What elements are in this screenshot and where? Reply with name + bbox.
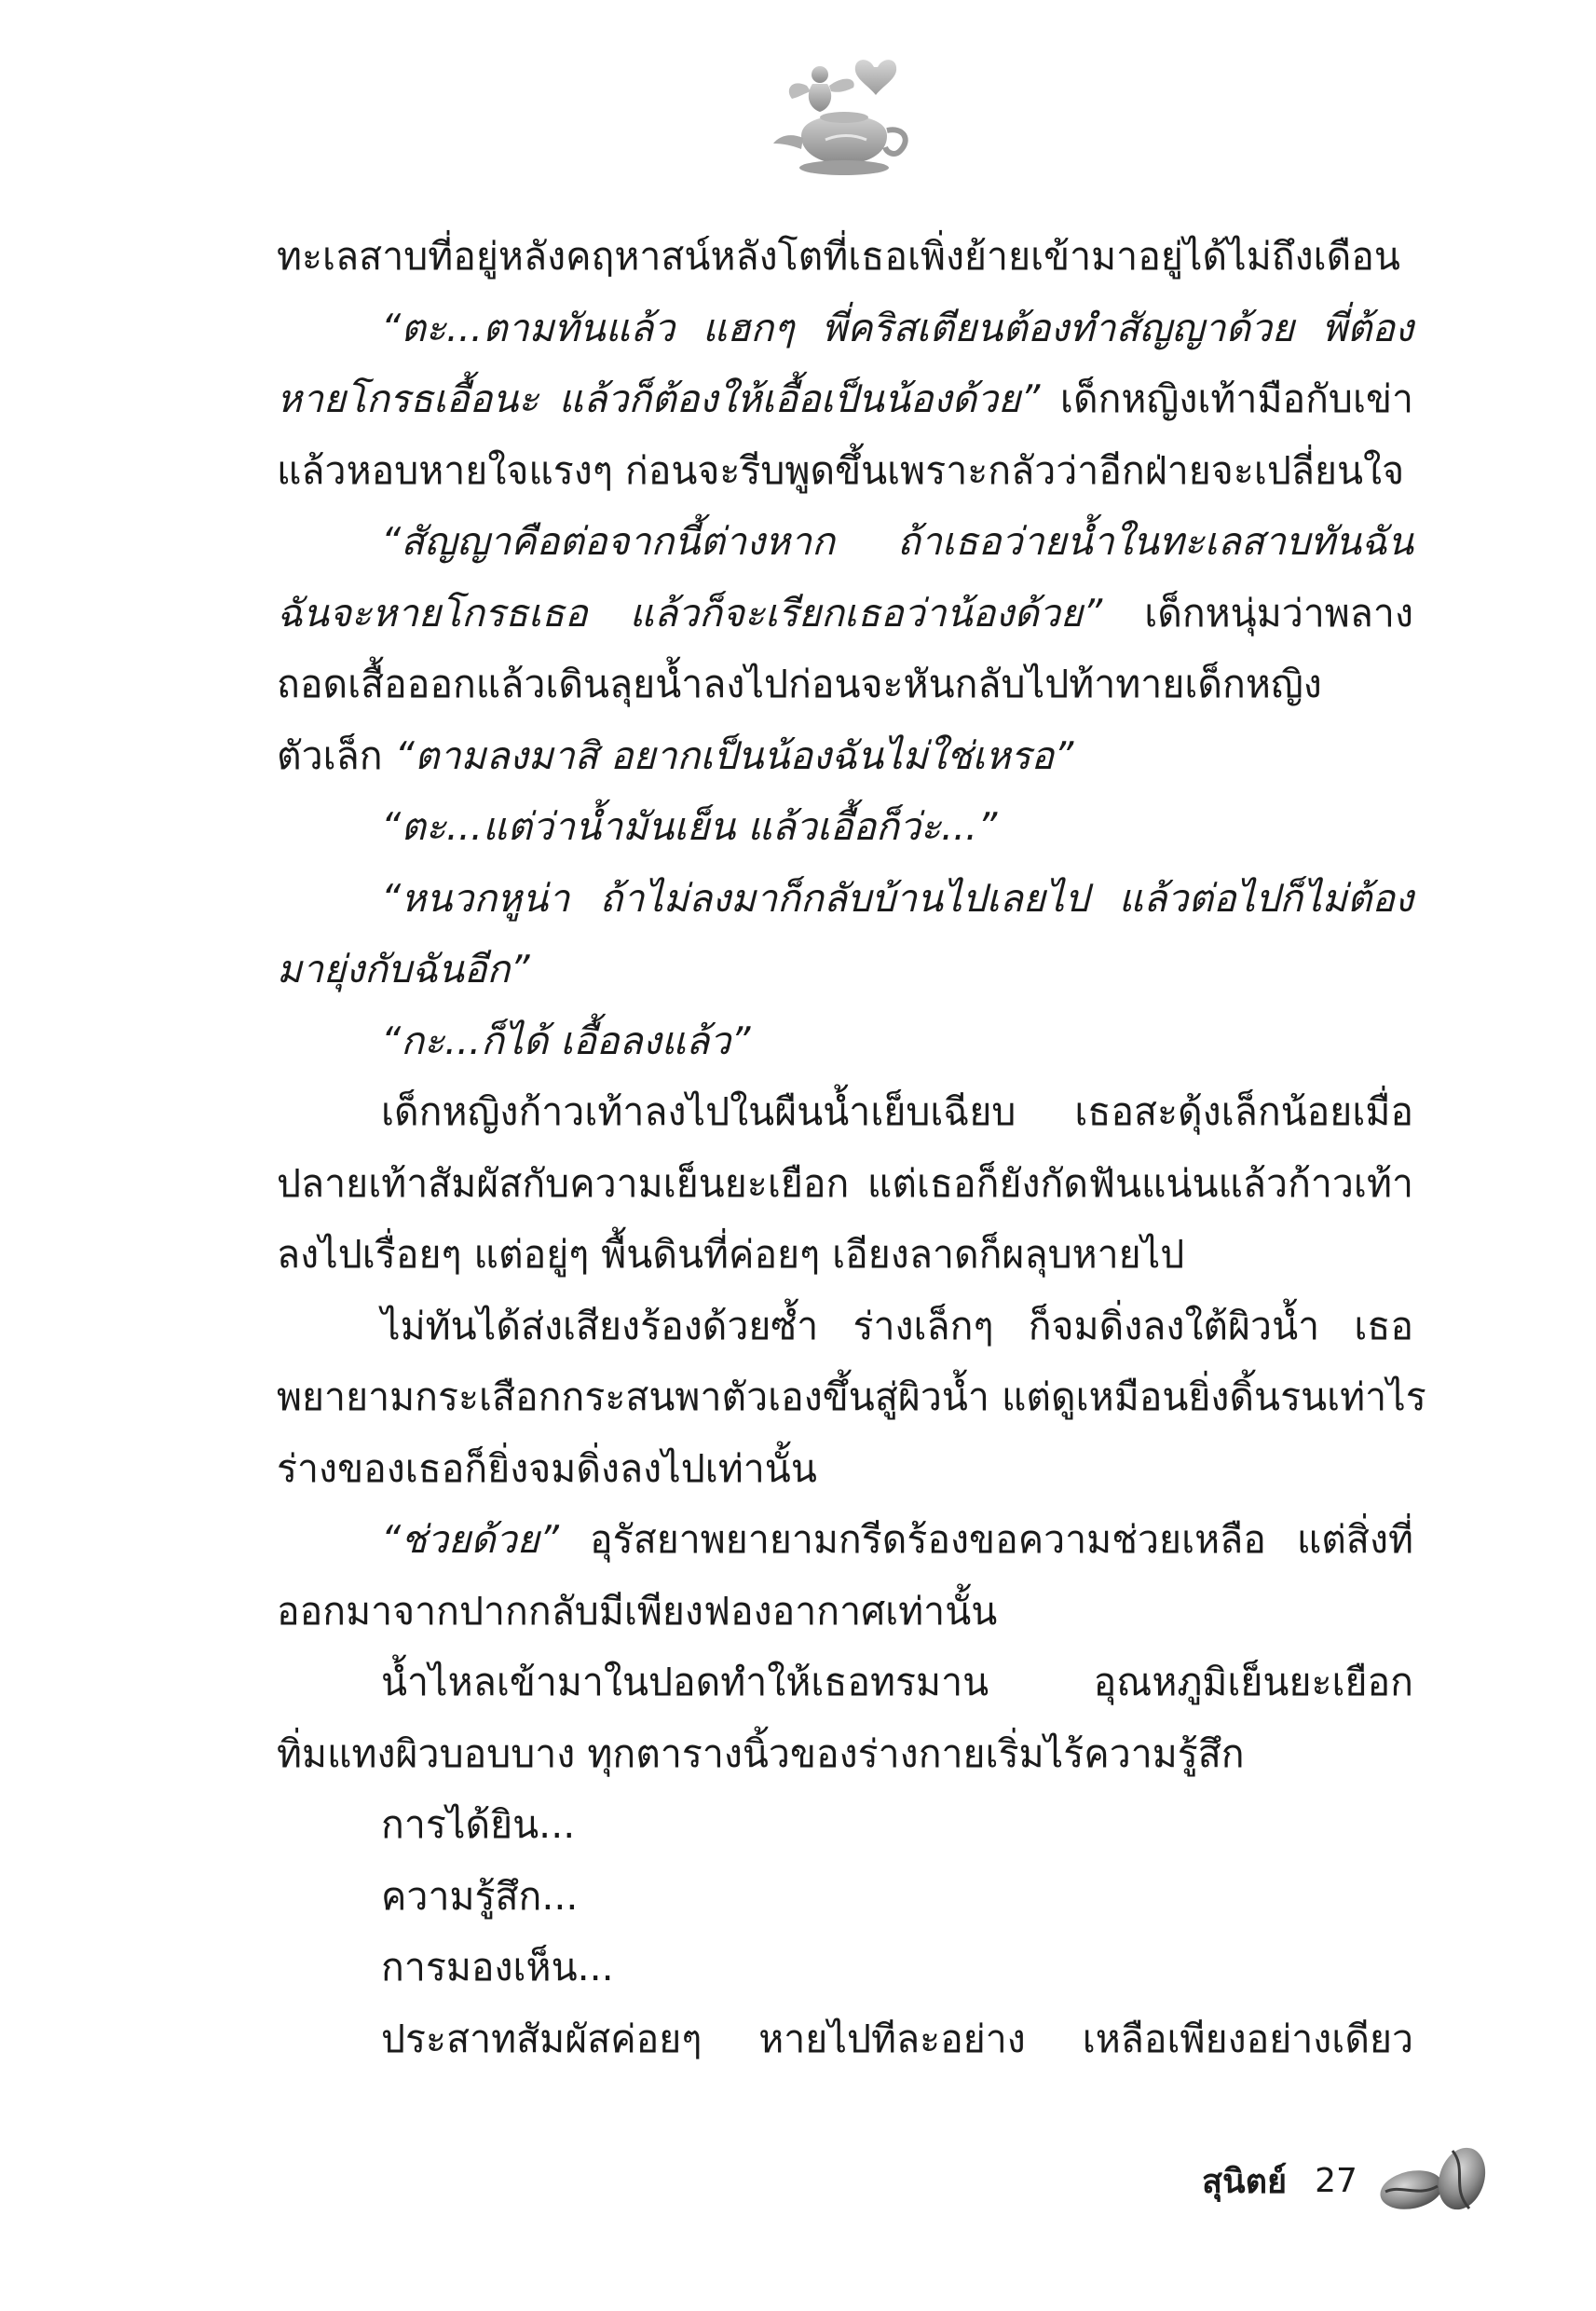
text-line xyxy=(277,1861,1413,1933)
text-line xyxy=(277,1005,1413,1077)
coffee-beans-icon xyxy=(1376,2143,1497,2218)
dialogue-text: “สัญญาคือต่อจากนี้ต่างหาก ถ้าเธอว่ายน้ำในทะเลสาบทันฉัน xyxy=(381,519,1413,564)
text-line xyxy=(277,1219,1413,1291)
dialogue-text: “กะ...ก็ได้ เอื้อลงแล้ว” xyxy=(381,1018,751,1063)
narration-text: ความรู้สึก... xyxy=(381,1873,579,1919)
text-line xyxy=(277,1504,1413,1576)
text-line xyxy=(277,221,1413,293)
text-line xyxy=(277,1718,1413,1790)
page-footer xyxy=(1202,2153,1497,2208)
narration-text: เด็กหญิงก้าวเท้าลงไปในผืนน้ำเย็บเฉียบ เธอสะดุ้งเล็กน้อยเมื่อ xyxy=(381,1089,1413,1134)
text-line xyxy=(277,720,1413,792)
text-line xyxy=(277,578,1413,650)
teapot-ornament-icon xyxy=(764,47,922,186)
narration-text: ทิ่มแทงผิวบอบบาง ทุกตารางนิ้วของร่างกายเริ่มไร้ความรู้สึก xyxy=(277,1730,1245,1776)
narration-text: ร่างของเธอก็ยิ่งจมดิ่งลงไปเท่านั้น xyxy=(277,1445,817,1491)
dialogue-text: ฉันจะหายโกรธเธอ แล้วก็จะเรียกเธอว่าน้องด้วย” xyxy=(277,590,1103,636)
dialogue-text: “ตะ...ตามทันแล้ว แฮกๆ พี่คริสเตียนต้องทำสัญญาด้วย พี่ต้อง xyxy=(381,305,1413,350)
narration-text: ออกมาจากปากกลับมีเพียงฟองอากาศเท่านั้น xyxy=(277,1588,998,1634)
text-line xyxy=(277,1932,1413,2003)
narration-text: การได้ยิน... xyxy=(381,1802,576,1847)
body-text xyxy=(277,221,1426,2074)
narration-text: การมองเห็น... xyxy=(381,1945,614,1990)
text-line xyxy=(277,506,1413,578)
text-line xyxy=(277,1576,1413,1648)
narration-text: ไม่ทันได้ส่งเสียงร้องด้วยซ้ำ ร่างเล็กๆ ก็จมดิ่งลงใต้ผิวน้ำ เธอ xyxy=(381,1303,1413,1348)
dialogue-text: “ตามลงมาสิ อยากเป็นน้องฉันไม่ใช่เหรอ” xyxy=(394,732,1074,778)
text-line xyxy=(277,649,1413,720)
narration-text: ถอดเสื้อออกแล้วเดินลุยน้ำลงไปก่อนจะหันกลับไปท้าทายเด็กหญิง xyxy=(277,662,1322,706)
text-line xyxy=(277,2003,1413,2075)
dialogue-text: “ช่วยด้วย” xyxy=(381,1517,560,1562)
text-line xyxy=(277,1148,1413,1220)
text-line xyxy=(277,1291,1413,1362)
text-line xyxy=(277,363,1413,435)
narration-text: อุรัสยาพยายามกรีดร้องขอความช่วยเหลือ แต่สิ่งที่ xyxy=(559,1517,1413,1562)
narration-text: ประสาทสัมผัสค่อยๆ หายไปทีละอย่าง เหลือเพียงอย่างเดียว xyxy=(381,2016,1413,2061)
text-line xyxy=(277,1076,1413,1148)
text-line xyxy=(277,1433,1413,1505)
text-line xyxy=(277,791,1413,863)
narration-text: แล้วหอบหายใจแรงๆ ก่อนจะรีบพูดขึ้นเพราะกลัวว่าอีกฝ่ายจะเปลี่ยนใจ xyxy=(277,447,1405,493)
text-line xyxy=(277,1789,1413,1861)
dialogue-text: “หนวกหูน่า ถ้าไม่ลงมาก็กลับบ้านไปเลยไป แล้วต่อไปก็ไม่ต้อง xyxy=(381,875,1413,921)
narration-text: น้ำไหลเข้ามาในปอดทำให้เธอทรมาน อุณหภูมิเย็นยะเยือก xyxy=(381,1660,1413,1704)
dialogue-text: “ตะ...แต่ว่าน้ำมันเย็น แล้วเอื้อก็ว่ะ...” xyxy=(381,804,998,849)
narration-text: พยายามกระเสือกกระสนพาตัวเองขึ้นสู่ผิวน้ำ แต่ดูเหมือนยิ่งดิ้นรนเท่าไร xyxy=(277,1374,1426,1419)
text-line xyxy=(277,435,1413,507)
narration-text: ตัวเล็ก xyxy=(277,732,395,778)
text-line xyxy=(277,863,1413,935)
text-line xyxy=(277,293,1413,364)
narration-text: เด็กหญิงเท้ามือกับเข่า xyxy=(1040,376,1414,421)
footer-author: สุนิตย์ xyxy=(1202,2162,1288,2201)
page-number: 27 xyxy=(1315,2161,1357,2200)
dialogue-text: หายโกรธเอื้อนะ แล้วก็ต้องให้เอื้อเป็นน้องด้วย” xyxy=(277,376,1041,421)
narration-text: ลงไปเรื่อยๆ แต่อยู่ๆ พื้นดินที่ค่อยๆ เอียงลาดก็ผลุบหายไป xyxy=(277,1232,1185,1277)
narration-text: ทะเลสาบที่อยู่หลังคฤหาสน์หลังโตที่เธอเพิ่งย้ายเข้ามาอยู่ได้ไม่ถึงเดือน xyxy=(277,234,1400,279)
dialogue-text: มายุ่งกับฉันอีก” xyxy=(277,947,530,991)
narration-text: เด็กหนุ่มว่าพลาง xyxy=(1102,590,1413,636)
narration-text: ปลายเท้าสัมผัสกับความเย็นยะเยือก แต่เธอก็ยังกัดฟันแน่นแล้วก้าวเท้า xyxy=(277,1160,1413,1206)
text-line xyxy=(277,1647,1413,1718)
text-line xyxy=(277,934,1413,1005)
text-line xyxy=(277,1361,1426,1433)
